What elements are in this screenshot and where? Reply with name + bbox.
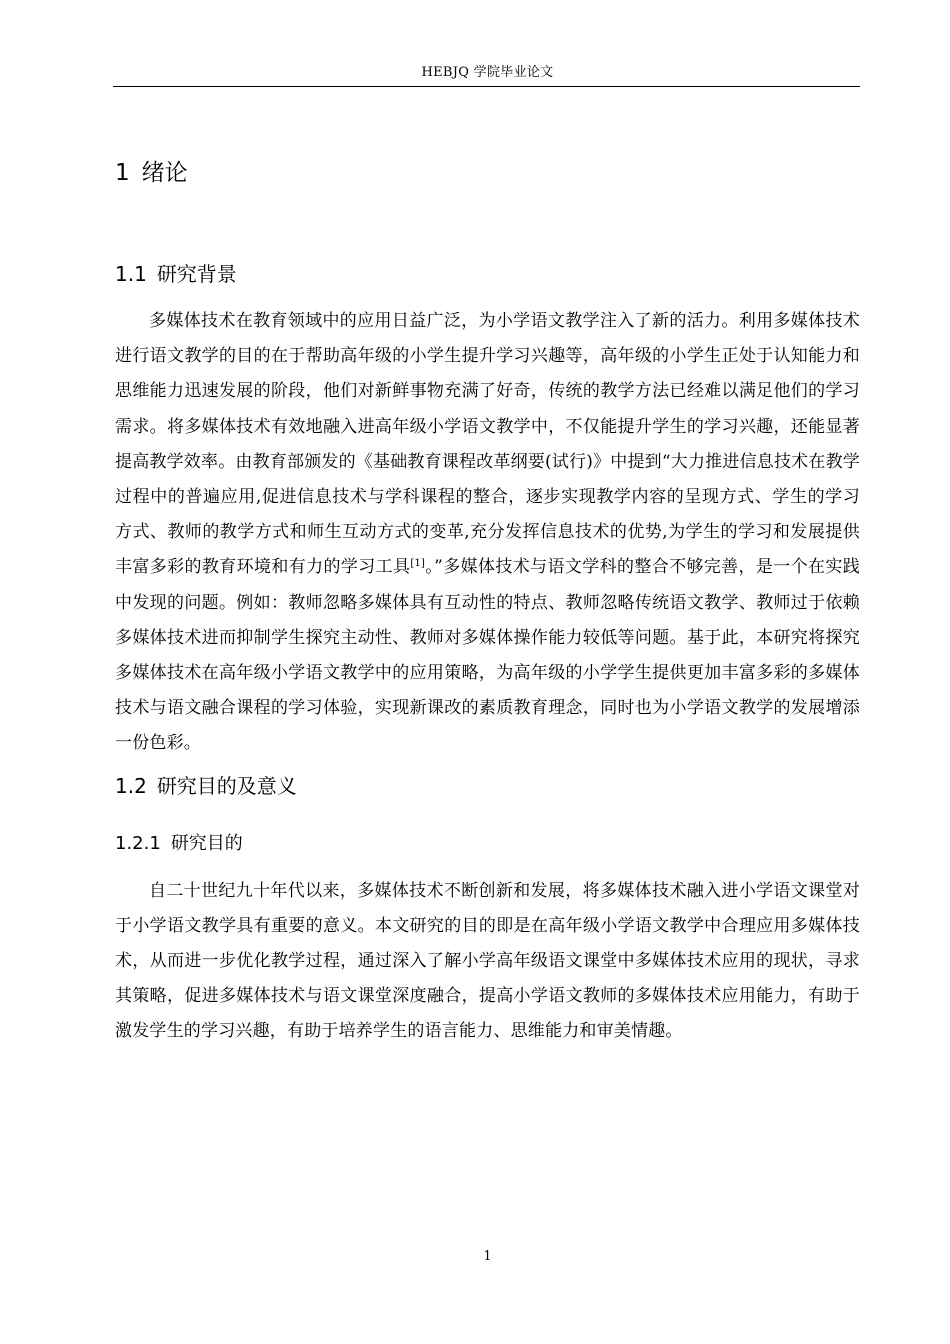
purpose-paragraph: 自二十世纪九十年代以来，多媒体技术不断创新和发展，将多媒体技术融入进小学语文课堂对于小学语文教学具有重要的意义。本文研究的目的即是在高年级小学语文教学中合理应用多媒体技术，从而进一步优化教学过程，通过深入了解小学高年级语文课堂中多媒体技术应用的现状，寻求其策略，促进多媒体技术与语文课堂深度融合，提高小学语文教师的多媒体技术应用能力，有助于激发学生的学习兴趣，有助于培养学生的语言能力、思维能力和审美情趣。 (115, 880, 860, 1042)
section-heading-1-2 (115, 766, 860, 806)
section-title: 研究目的及意义 (156, 773, 297, 798)
chapter-heading (115, 150, 860, 196)
subsection-heading-1-2-1 (115, 826, 860, 862)
spacer (115, 862, 860, 874)
running-header: HEBJQ 学院毕业论文 (421, 65, 554, 80)
section-number: 1.1 (115, 262, 147, 286)
spacer (115, 294, 860, 304)
background-paragraph (115, 304, 860, 762)
page-content (115, 150, 860, 1050)
chapter-number: 1 (115, 160, 130, 186)
subsection-title: 研究目的 (170, 832, 243, 854)
subsection-number: 1.2.1 (115, 832, 161, 854)
background-text-part-2: 。”多媒体技术与语文学科的整合不够完善，是一个在实践中发现的问题。例如：教师忽略多媒体具有互动性的特点、教师忽略传统语文教学、教师过于依赖多媒体技术进而抑制学生探究主动性、教师对多媒体操作能力较低等问题。基于此，本研究将探究多媒体技术在高年级小学语文教学中的应用策略，为高年级的小学学生提供更加丰富多彩的多媒体技术与语文融合课程的学习体验，实现新课改的素质教育理念，同时也为小学语文教学的发展增添一份色彩。 (115, 557, 860, 754)
header-rule (113, 86, 860, 87)
section-heading-1-1 (115, 254, 860, 294)
spacer (115, 196, 860, 254)
background-text-part-1: 多媒体技术在教育领域中的应用日益广泛，为小学语文教学注入了新的活力。利用多媒体技术进行语文教学的目的在于帮助高年级的小学生提升学习兴趣等，高年级的小学生正处于认知能力和思维能力迅速发展的阶段，他们对新鲜事物充满了好奇，传统的教学方法已经难以满足他们的学习需求。将多媒体技术有效地融入进高年级小学语文教学中，不仅能提升学生的学习兴趣，还能显著提高教学效率。由教育部颁发的《基础教育课程改革纲要(试行)》中提到“大力推进信息技术在教学过程中的普遍应用,促进信息技术与学科课程的整合，逐步实现教学内容的呈现方式、学生的学习方式、教师的教学方式和师生互动方式的变革,充分发挥信息技术的优势,为学生的学习和发展提供丰富多彩的教育环境和有力的学习工具 (115, 311, 860, 578)
citation-marker: [1] (410, 558, 426, 570)
page-number: 1 (483, 1249, 492, 1264)
section-number: 1.2 (115, 773, 147, 798)
section-title: 研究背景 (156, 262, 237, 286)
spacer (115, 806, 860, 826)
chapter-title: 绪论 (141, 160, 188, 186)
